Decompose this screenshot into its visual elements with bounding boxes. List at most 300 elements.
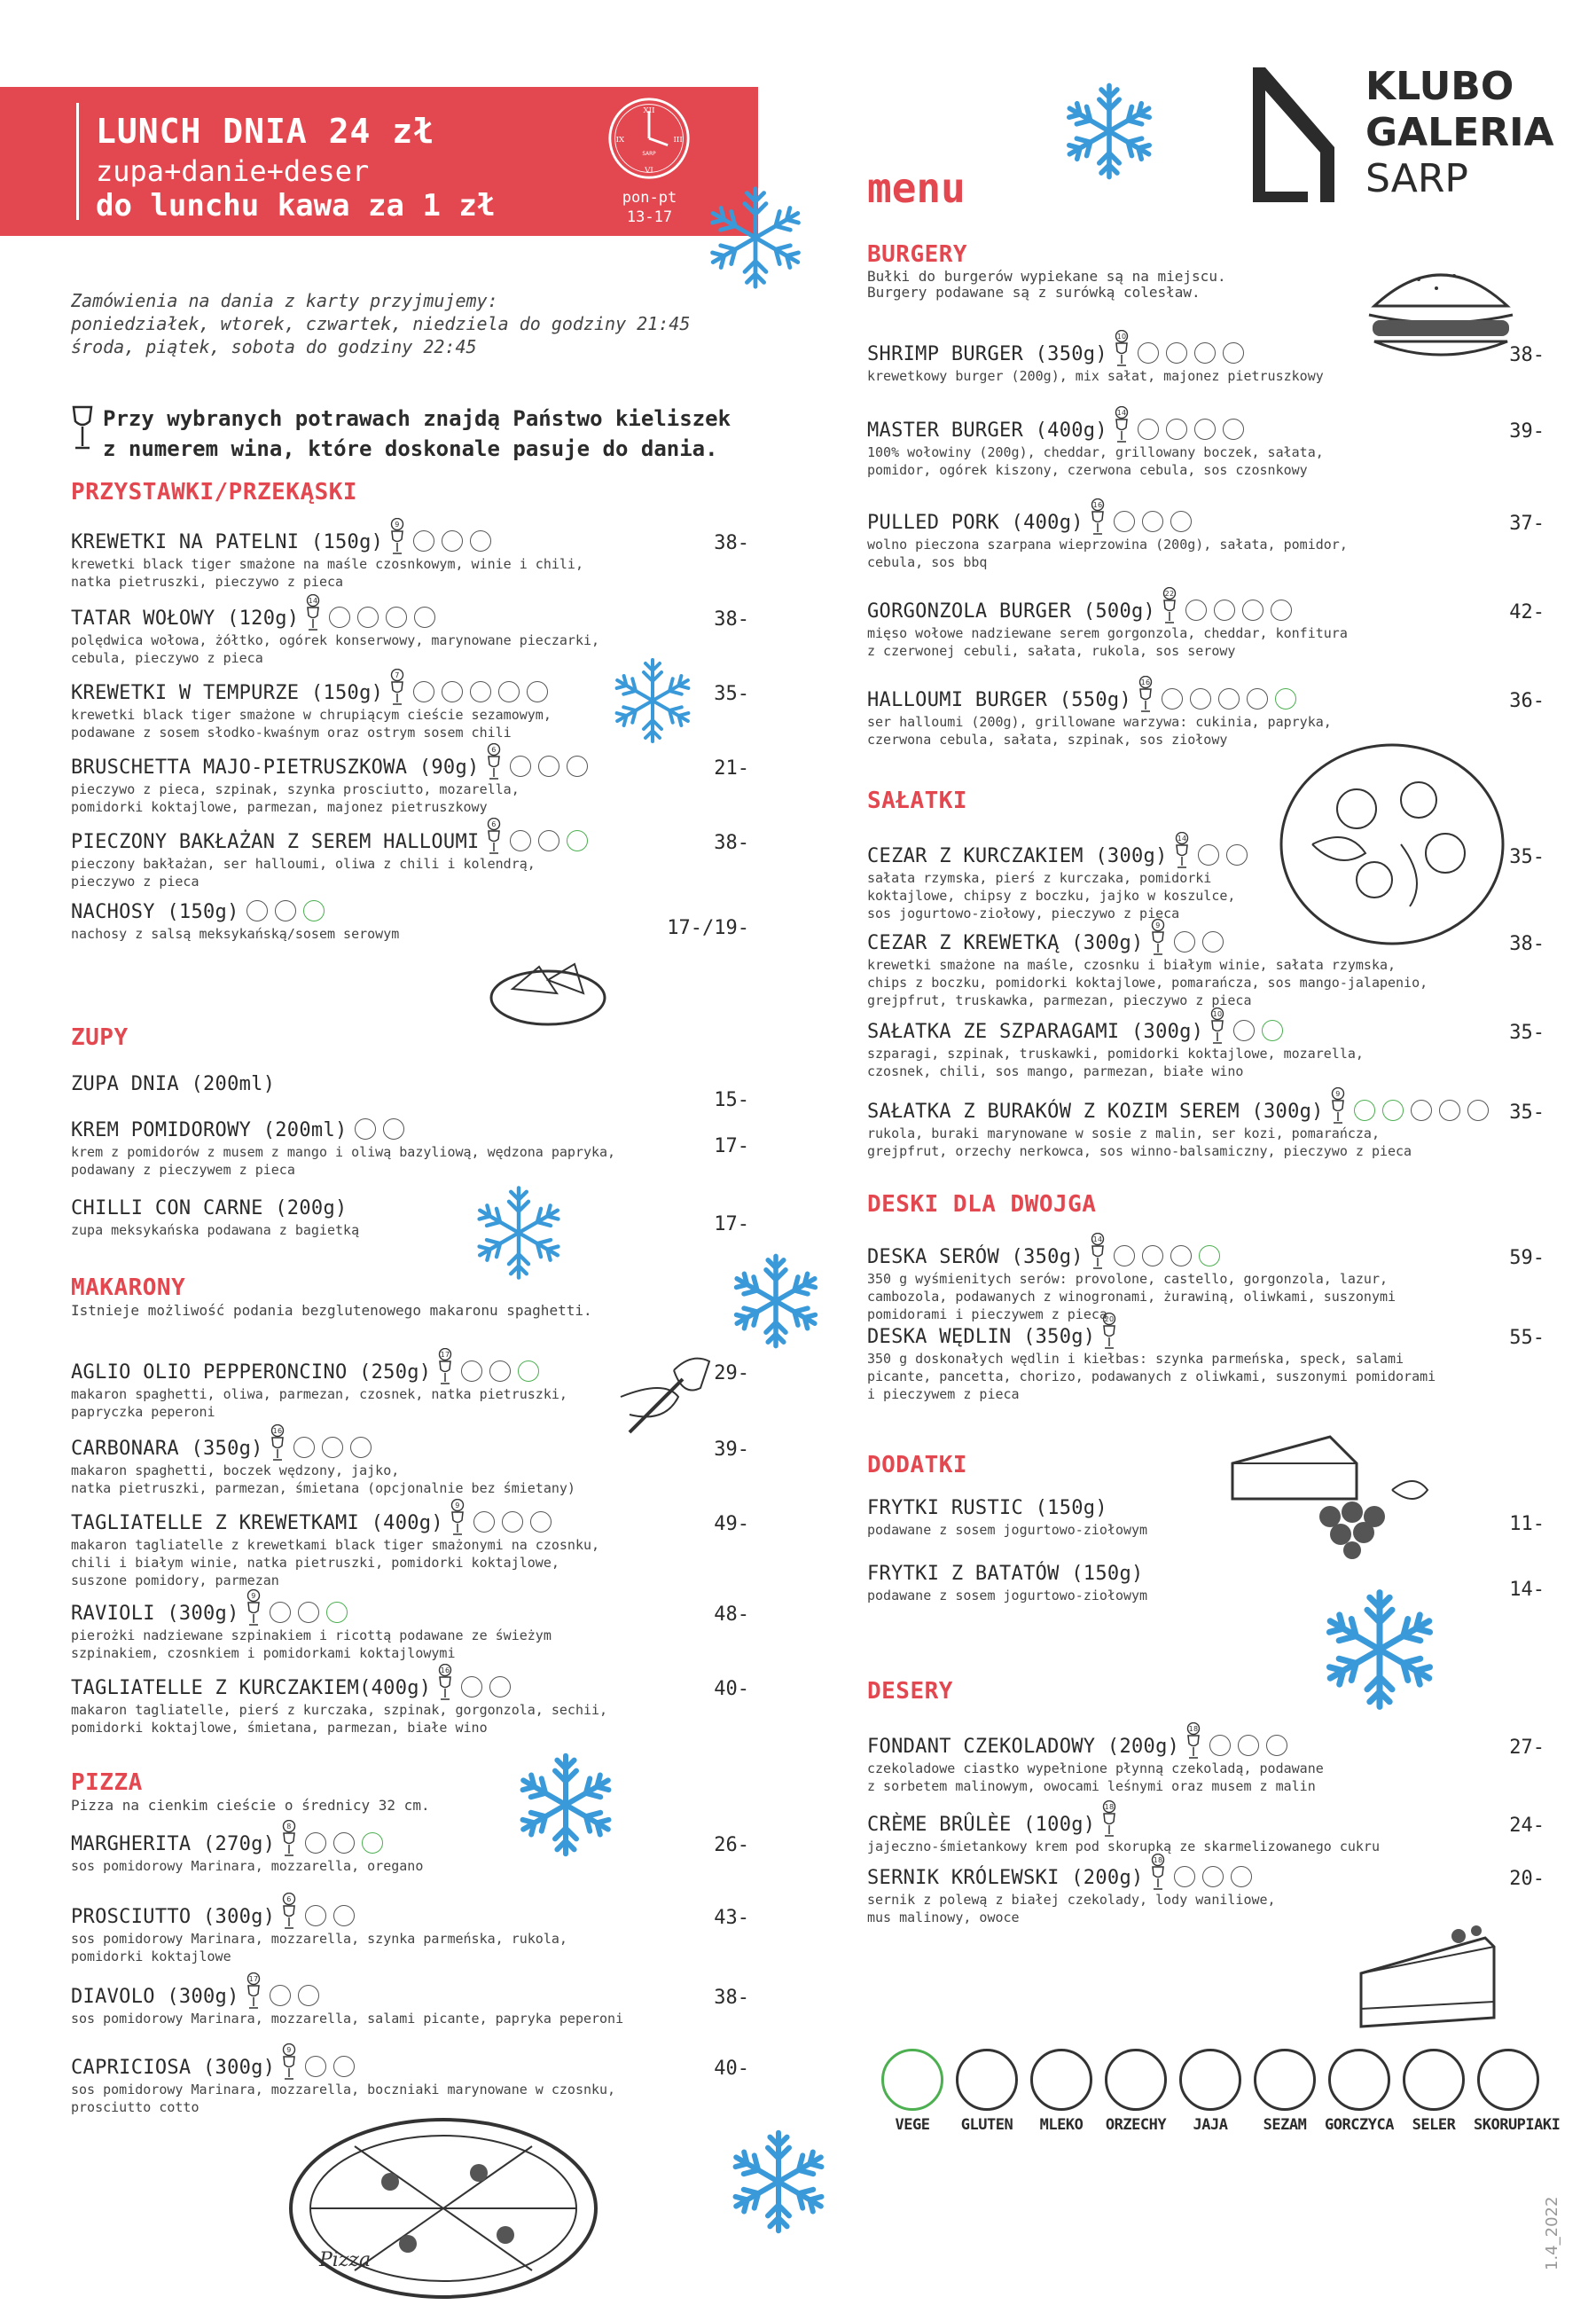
menu-item bbox=[867, 830, 1248, 922]
item-name: PULLED PORK (400g) bbox=[867, 512, 1084, 534]
svg-text:14: 14 bbox=[1092, 1235, 1103, 1243]
lunch-days bbox=[585, 188, 714, 227]
item-description: makaron spaghetti, oliwa, parmezan, czosnek, natka pietruszki, bbox=[71, 1386, 567, 1402]
item-description: grejpfrut, truskawka, parmezan, pieczywo z pieca bbox=[867, 992, 1252, 1008]
allergen-icon bbox=[498, 681, 520, 702]
allergen-legend bbox=[878, 2049, 1561, 2134]
menu-item bbox=[71, 1346, 567, 1421]
allergen-icon bbox=[1194, 342, 1216, 364]
item-description: grejpfrut, orzechy nerkowca, sos winno-balsamiczny, pieczywo z pieca bbox=[867, 1143, 1412, 1159]
item-price: 49- bbox=[714, 1513, 749, 1535]
menu-item bbox=[867, 1563, 1147, 1604]
snowflake-icon bbox=[608, 656, 697, 745]
vege-icon bbox=[881, 2049, 943, 2111]
item-description: podawany z pieczywem z pieca bbox=[71, 1162, 295, 1178]
allergen-icon bbox=[1233, 1020, 1255, 1041]
svg-text:9: 9 bbox=[1154, 921, 1161, 929]
wine-glass-icon bbox=[1089, 498, 1107, 536]
allergen-icon bbox=[510, 756, 531, 777]
item-description: makaron spaghetti, boczek wędzony, jajko, bbox=[71, 1462, 400, 1478]
item-description: ser halloumi (200g), grillowane warzywa: cukinia, papryka, bbox=[867, 714, 1332, 730]
item-description: pomidorki koktajlowe bbox=[71, 1948, 231, 1964]
item-price: 40- bbox=[714, 1678, 749, 1700]
menu-item bbox=[71, 1497, 599, 1589]
allergen-icon bbox=[386, 607, 407, 628]
wine-glass-icon bbox=[388, 669, 406, 706]
item-price: 35- bbox=[1509, 1102, 1545, 1124]
allergen-icon bbox=[1242, 600, 1264, 621]
allergen-icon bbox=[530, 1511, 552, 1533]
section-salads: SAŁATKI bbox=[867, 788, 968, 814]
snowflake-icon bbox=[725, 2129, 832, 2235]
item-price: 59- bbox=[1509, 1247, 1545, 1269]
item-description: prosciutto cotto bbox=[71, 2099, 200, 2115]
svg-text:16: 16 bbox=[1140, 678, 1151, 686]
menu-item bbox=[867, 1006, 1364, 1080]
menu-item bbox=[867, 1086, 1489, 1160]
wine-glass-icon bbox=[1100, 1313, 1118, 1350]
banner-divider bbox=[76, 103, 79, 220]
item-price: 17- bbox=[714, 1213, 749, 1235]
legend-item bbox=[1399, 2049, 1468, 2134]
legend-item bbox=[1474, 2049, 1561, 2134]
pizza-note: Pizza na cienkim cieście o średnicy 32 cm. bbox=[71, 1797, 430, 1814]
allergen-icon bbox=[1198, 844, 1219, 866]
wine-glass-icon bbox=[280, 1893, 298, 1930]
burgers-note2: Burgery podawane są z surówką colesław. bbox=[867, 284, 1201, 301]
vege-icon bbox=[1382, 1100, 1404, 1121]
item-price: 17-/19- bbox=[667, 917, 749, 939]
wine-glass-icon bbox=[1113, 330, 1130, 367]
svg-text:18: 18 bbox=[1188, 1725, 1199, 1733]
svg-text:9: 9 bbox=[286, 2046, 292, 2054]
legend-label: SKORUPIAKI bbox=[1474, 2116, 1561, 2134]
item-description: czekoladowe ciastko wypełnione płynną czekoladą, podawane bbox=[867, 1760, 1324, 1776]
legend-label: ORZECHY bbox=[1105, 2116, 1167, 2134]
svg-text:17: 17 bbox=[440, 1351, 450, 1359]
wine-glass-icon bbox=[1149, 919, 1167, 956]
svg-text:8: 8 bbox=[286, 1823, 292, 1831]
item-description: pieczywo z pieca, szpinak, szynka prosciutto, mozarella, bbox=[71, 781, 520, 797]
menu-item bbox=[867, 404, 1324, 479]
allergen-icon bbox=[329, 607, 350, 628]
cheesecake-illustration-icon bbox=[1352, 1920, 1503, 2035]
burgers-note1: Bułki do burgerów wypiekane są na miejscu. bbox=[867, 268, 1226, 285]
item-name: DESKA SERÓW (350g) bbox=[867, 1246, 1084, 1268]
menu-item bbox=[71, 592, 599, 667]
item-description: natka pietruszki, pieczywo z pieca bbox=[71, 574, 344, 590]
allergen-icon bbox=[1162, 688, 1183, 710]
allergen-icon bbox=[1223, 419, 1244, 440]
section-boards: DESKI DLA DWOJGA bbox=[867, 1191, 1097, 1218]
allergen-icon bbox=[1247, 688, 1268, 710]
item-name: SAŁATKA Z BURAKÓW Z KOZIM SEREM (300g) bbox=[867, 1101, 1324, 1123]
svg-text:IX: IX bbox=[615, 135, 625, 145]
menu-item bbox=[867, 1721, 1324, 1795]
wine-glass-icon bbox=[388, 518, 406, 555]
legend-item bbox=[1027, 2049, 1096, 2134]
wine-note bbox=[71, 404, 731, 464]
legend-label: MLEKO bbox=[1039, 2116, 1084, 2134]
allergen-icon bbox=[293, 1437, 315, 1458]
allergen-icon bbox=[305, 1832, 326, 1854]
wine-glass-icon bbox=[280, 2043, 298, 2081]
snowflake-icon bbox=[512, 1752, 619, 1858]
pizza-illustration-icon bbox=[284, 2111, 603, 2306]
lunch-hours-text: 13-17 bbox=[626, 208, 673, 226]
vege-icon bbox=[1199, 1245, 1220, 1266]
item-description: chili i białym winie, natka pietruszki, pomidorki koktajlowe, bbox=[71, 1555, 559, 1571]
svg-text:9: 9 bbox=[455, 1501, 460, 1509]
menu-item bbox=[867, 497, 1348, 571]
vege-icon bbox=[1262, 1020, 1283, 1041]
allergen-icon bbox=[1209, 1735, 1231, 1756]
item-description: pomidor, ogórek kiszony, czerwona cebula, sos czosnkowy bbox=[867, 462, 1308, 478]
allergen-icon bbox=[322, 1437, 343, 1458]
item-description: sos pomidorowy Marinara, mozzarella, boczniaki marynowane w czosnku, bbox=[71, 2082, 616, 2097]
item-name: MASTER BURGER (400g) bbox=[867, 419, 1107, 442]
logo-text bbox=[1365, 64, 1554, 202]
item-name: KREM POMIDOROWY (200ml) bbox=[71, 1119, 348, 1141]
wine-glass-icon bbox=[1100, 1800, 1118, 1838]
item-description: krewetki black tiger smażone na maśle czosnkowym, winie i chili, bbox=[71, 556, 583, 572]
snowflake-icon bbox=[1060, 82, 1159, 181]
lunch-days-text: pon-pt bbox=[622, 189, 677, 207]
item-name: FONDANT CZEKOLADOWY (200g) bbox=[867, 1736, 1180, 1758]
item-name: MARGHERITA (270g) bbox=[71, 1833, 276, 1855]
allergen-icon bbox=[305, 1905, 326, 1926]
allergen-icon bbox=[333, 1905, 355, 1926]
allergen-icon bbox=[1170, 511, 1192, 532]
wine-glass-icon bbox=[269, 1424, 286, 1462]
svg-text:18: 18 bbox=[1153, 1856, 1162, 1864]
item-name: RAVIOLI (300g) bbox=[71, 1603, 239, 1625]
item-price: 37- bbox=[1509, 513, 1545, 535]
allergen-icon bbox=[350, 1437, 372, 1458]
allergen-icon bbox=[1231, 1866, 1252, 1887]
item-name: CAPRICIOSA (300g) bbox=[71, 2057, 276, 2079]
item-name: PROSCIUTTO (300g) bbox=[71, 1906, 276, 1928]
svg-text:9: 9 bbox=[395, 521, 400, 529]
allergen-icon bbox=[1218, 688, 1240, 710]
svg-text:6: 6 bbox=[490, 820, 497, 828]
item-description: 350 g doskonałych wędlin i kiełbas: szynka parmeńska, speck, salami bbox=[867, 1351, 1404, 1367]
item-description: rukola, buraki marynowane w sosie z malin, ser kozi, pomarańcza, bbox=[867, 1125, 1380, 1141]
lunch-coffee: do lunchu kawa za 1 zł bbox=[96, 188, 496, 223]
wine-glass-icon bbox=[304, 594, 322, 631]
pasta-note: Istnieje możliwość podania bezglutenowego makaronu spaghetti. bbox=[71, 1302, 592, 1319]
svg-text:III: III bbox=[673, 135, 683, 145]
logo-line1: KLUBO bbox=[1365, 64, 1514, 109]
item-description: podawane z sosem jogurtowo-ziołowym bbox=[867, 1522, 1148, 1538]
allergen-icon bbox=[1138, 342, 1159, 364]
wine-glass-icon bbox=[280, 1820, 298, 1857]
item-description: suszone pomidory, parmezan bbox=[71, 1572, 279, 1588]
svg-text:9: 9 bbox=[250, 1592, 256, 1600]
menu-item bbox=[71, 1197, 359, 1239]
svg-text:22: 22 bbox=[1164, 590, 1175, 598]
item-name: CHILLI CON CARNE (200g) bbox=[71, 1197, 348, 1219]
allergen-icon bbox=[357, 607, 379, 628]
allergen-icon bbox=[442, 681, 463, 702]
legend-label: SEZAM bbox=[1263, 2116, 1307, 2134]
item-description: podawane z sosem jogurtowo-ziołowym bbox=[867, 1588, 1148, 1603]
legend-item bbox=[1176, 2049, 1245, 2134]
vege-icon bbox=[303, 900, 325, 921]
allergen-icon bbox=[1271, 600, 1292, 621]
legend-label: SELER bbox=[1412, 2116, 1456, 2134]
vege-icon bbox=[567, 830, 588, 851]
nachos-illustration-icon bbox=[486, 953, 610, 1029]
svg-text:14: 14 bbox=[1177, 835, 1187, 843]
svg-text:7: 7 bbox=[395, 671, 400, 679]
section-sides: DODATKI bbox=[867, 1452, 968, 1478]
item-price: 26- bbox=[714, 1834, 749, 1856]
item-description: sos pomidorowy Marinara, mozzarella, salami picante, papryka peperoni bbox=[71, 2011, 624, 2027]
allergen-icon bbox=[538, 756, 559, 777]
wine-glass-icon bbox=[245, 1589, 262, 1627]
menu-item bbox=[71, 741, 588, 816]
item-name: DIAVOLO (300g) bbox=[71, 1986, 239, 2008]
wine-glass-icon bbox=[245, 1972, 262, 2010]
wine-glass-icon bbox=[485, 818, 503, 855]
item-description: pierożki nadziewane szpinakiem i ricottą podawane ze świeżym bbox=[71, 1627, 552, 1643]
legend-label: GLUTEN bbox=[960, 2116, 1013, 2134]
svg-text:VI: VI bbox=[645, 166, 653, 176]
allergen-icon bbox=[1223, 342, 1244, 364]
allergen-icon bbox=[414, 607, 435, 628]
item-description: pieczony bakłażan, ser halloumi, oliwa z chili i kolendrą, bbox=[71, 856, 536, 872]
allergen-icon bbox=[442, 530, 463, 552]
wine-glass-icon bbox=[436, 1348, 454, 1385]
legend-item bbox=[878, 2049, 947, 2134]
vege-icon bbox=[518, 1360, 539, 1382]
svg-text:16: 16 bbox=[1092, 501, 1103, 509]
gorczyca-icon bbox=[1328, 2049, 1390, 2111]
allergen-icon bbox=[413, 530, 434, 552]
version-label: 1.4_2022 bbox=[1543, 2196, 1561, 2270]
item-description: 100% wołowiny (200g), cheddar, grillowany boczek, sałata, bbox=[867, 444, 1324, 460]
orders-line1: Zamówienia na dania z karty przyjmujemy: bbox=[71, 290, 498, 311]
item-name: CARBONARA (350g) bbox=[71, 1438, 263, 1460]
item-description: papryczka peperoni bbox=[71, 1404, 215, 1420]
menu-item bbox=[867, 1231, 1396, 1323]
item-price: 15- bbox=[714, 1089, 749, 1111]
allergen-icon bbox=[1142, 511, 1163, 532]
cheese-grapes-illustration-icon bbox=[1224, 1428, 1436, 1561]
svg-text:6: 6 bbox=[490, 746, 497, 754]
jaja-icon bbox=[1179, 2049, 1241, 2111]
item-description: cambozola, podawanych z winogronami, żurawiną, oliwkami, suszonymi bbox=[867, 1289, 1396, 1305]
item-description: podawane z sosem słodko-kwaśnym oraz ostrym sosem chili bbox=[71, 725, 512, 741]
menu-item bbox=[867, 1497, 1147, 1539]
allergen-icon bbox=[1194, 419, 1216, 440]
item-description: picante, pancetta, chorizo, podawanych z oliwkami, suszonymi pomidorami bbox=[867, 1368, 1436, 1384]
item-name: PIECZONY BAKŁAŻAN Z SEREM HALLOUMI bbox=[71, 831, 480, 853]
item-description: pomidorami i pieczywem z pieca bbox=[867, 1306, 1107, 1322]
wine-glass-icon bbox=[1329, 1087, 1347, 1125]
wine-glass-icon bbox=[449, 1499, 466, 1536]
item-price: 35- bbox=[714, 683, 749, 705]
allergen-icon bbox=[1185, 600, 1207, 621]
allergen-icon bbox=[1170, 1245, 1192, 1266]
menu-item bbox=[867, 674, 1332, 749]
allergen-icon bbox=[567, 756, 588, 777]
allergen-icon bbox=[298, 1602, 319, 1623]
allergen-icon bbox=[1202, 1866, 1224, 1887]
vege-icon bbox=[1354, 1100, 1375, 1121]
seler-icon bbox=[1403, 2049, 1465, 2111]
item-price: 38- bbox=[714, 1987, 749, 2009]
svg-text:14: 14 bbox=[1116, 409, 1127, 417]
allergen-icon bbox=[470, 530, 491, 552]
klubo-logo-icon bbox=[1246, 64, 1343, 206]
wine-glass-icon bbox=[485, 743, 503, 780]
allergen-icon bbox=[1114, 511, 1135, 532]
lunch-banner bbox=[0, 87, 758, 236]
allergen-icon bbox=[333, 1832, 355, 1854]
section-starters: PRZYSTAWKI/PRZEKĄSKI bbox=[71, 479, 358, 506]
item-price: 27- bbox=[1509, 1737, 1545, 1759]
section-burgers: BURGERY bbox=[867, 241, 968, 268]
snowflake-icon bbox=[1318, 1588, 1442, 1712]
item-price: 55- bbox=[1509, 1327, 1545, 1349]
item-price: 38- bbox=[1509, 344, 1545, 366]
allergen-icon bbox=[489, 1676, 511, 1698]
item-name: CEZAR Z KREWETKĄ (300g) bbox=[867, 932, 1144, 954]
item-description: chips z boczku, pomidorki koktajlowe, pomarańcza, sos mango-jalapenio, bbox=[867, 975, 1428, 991]
legend-label: VEGE bbox=[895, 2116, 930, 2134]
item-price: 29- bbox=[714, 1362, 749, 1384]
allergen-icon bbox=[355, 1118, 376, 1140]
item-description: sernik z polewą z białej czekolady, lody waniliowe, bbox=[867, 1892, 1276, 1908]
menu-item bbox=[71, 1662, 607, 1737]
svg-text:16: 16 bbox=[272, 1427, 283, 1435]
item-price: 35- bbox=[1509, 1022, 1545, 1044]
item-name: KREWETKI W TEMPURZE (150g) bbox=[71, 682, 384, 704]
allergen-icon bbox=[1166, 342, 1187, 364]
item-description: szparagi, szpinak, truskawki, pomidorki koktajlowe, mozarella, bbox=[867, 1046, 1364, 1062]
menu-title: menu bbox=[867, 164, 966, 212]
item-description: zupa meksykańska podawana z bagietką bbox=[71, 1222, 360, 1238]
allergen-icon bbox=[502, 1511, 523, 1533]
item-description: pomidorki koktajlowe, parmezan, majonez pietruszkowy bbox=[71, 799, 488, 815]
legend-item bbox=[1325, 2049, 1394, 2134]
item-price: 48- bbox=[714, 1603, 749, 1626]
item-description: pomidorki koktajlowe, śmietana, parmezan, białe wino bbox=[71, 1720, 488, 1736]
wine-glass-icon bbox=[1209, 1008, 1226, 1045]
legend-label: JAJA bbox=[1193, 2116, 1228, 2134]
item-description: z sorbetem malinowym, owocami leśnymi oraz musem z malin bbox=[867, 1778, 1316, 1794]
logo-line2: GALERIA bbox=[1365, 110, 1554, 155]
svg-text:14: 14 bbox=[308, 597, 318, 605]
item-description: sałata rzymska, pierś z kurczaka, pomidorki bbox=[867, 870, 1212, 886]
orders-line3: środa, piątek, sobota do godziny 22:45 bbox=[71, 336, 477, 357]
wine-glass-icon bbox=[1137, 676, 1154, 713]
menu-item bbox=[867, 1311, 1436, 1403]
menu-item bbox=[867, 585, 1348, 660]
legend-item bbox=[1101, 2049, 1170, 2134]
allergen-icon bbox=[1174, 1866, 1195, 1887]
menu-item bbox=[71, 2042, 615, 2116]
allergen-icon bbox=[383, 1118, 404, 1140]
allergen-icon bbox=[270, 1985, 291, 2006]
item-description: mięso wołowe nadziewane serem gorgonzola, cheddar, konfitura bbox=[867, 625, 1348, 641]
section-soups: ZUPY bbox=[71, 1024, 129, 1051]
allergen-icon bbox=[1114, 1245, 1135, 1266]
item-name: DESKA WĘDLIN (350g) bbox=[867, 1326, 1096, 1348]
vege-icon bbox=[1275, 688, 1296, 710]
burger-illustration-icon bbox=[1357, 253, 1525, 368]
svg-text:17: 17 bbox=[248, 1975, 259, 1983]
wine-glass-icon bbox=[1113, 406, 1130, 443]
item-name: NACHOSY (150g) bbox=[71, 901, 239, 923]
item-description: krewetki black tiger smażone w chrupiącym cieście sezamowym, bbox=[71, 707, 552, 723]
item-price: 11- bbox=[1509, 1513, 1545, 1535]
legend-item bbox=[952, 2049, 1021, 2134]
vege-icon bbox=[326, 1602, 348, 1623]
allergen-icon bbox=[1202, 931, 1224, 953]
item-description: krewetkowy burger (200g), mix sałat, majonez pietruszkowy bbox=[867, 368, 1324, 384]
lunch-title: LUNCH DNIA 24 zł bbox=[96, 112, 435, 151]
wine-glass-icon bbox=[71, 405, 94, 451]
item-name: FRYTKI RUSTIC (150g) bbox=[867, 1497, 1107, 1519]
allergen-icon bbox=[461, 1360, 482, 1382]
item-price: 14- bbox=[1509, 1579, 1545, 1601]
item-description: koktajlowe, chipsy z boczku, jajko w koszulce, bbox=[867, 888, 1236, 904]
item-description: sos pomidorowy Marinara, mozzarella, oregano bbox=[71, 1858, 424, 1874]
item-name: CEZAR Z KURCZAKIEM (300g) bbox=[867, 845, 1168, 867]
allergen-icon bbox=[470, 681, 491, 702]
svg-text:10: 10 bbox=[1116, 333, 1127, 341]
item-name: AGLIO OLIO PEPPERONCINO (250g) bbox=[71, 1361, 432, 1384]
allergen-icon bbox=[413, 681, 434, 702]
item-price: 40- bbox=[714, 2058, 749, 2080]
snowflake-icon bbox=[702, 184, 809, 291]
item-name: SAŁATKA ZE SZPARAGAMI (300g) bbox=[867, 1021, 1204, 1043]
menu-item bbox=[71, 1588, 552, 1662]
menu-item bbox=[867, 1852, 1276, 1926]
menu-item bbox=[71, 1119, 615, 1179]
section-desserts: DESERY bbox=[867, 1678, 953, 1705]
wine-note-line2: z numerem wina, które doskonale pasuje do dania. bbox=[103, 436, 718, 461]
allergen-icon bbox=[270, 1602, 291, 1623]
item-price: 20- bbox=[1509, 1868, 1545, 1890]
wine-glass-icon bbox=[1149, 1854, 1167, 1891]
item-description: cebula, pieczywo z pieca bbox=[71, 650, 263, 666]
item-name: SHRIMP BURGER (350g) bbox=[867, 343, 1107, 365]
item-price: 38- bbox=[714, 832, 749, 854]
item-description: jajeczno-śmietankowy krem pod skorupką ze skarmelizowanego cukru bbox=[867, 1839, 1380, 1854]
skorupiaki-icon bbox=[1477, 2049, 1539, 2111]
item-name: HALLOUMI BURGER (550g) bbox=[867, 689, 1131, 711]
allergen-icon bbox=[275, 900, 296, 921]
menu-item bbox=[71, 1818, 423, 1875]
item-name: TAGLIATELLE Z KREWETKAMI (400g) bbox=[71, 1512, 443, 1534]
item-name: FRYTKI Z BATATÓW (150g) bbox=[867, 1563, 1144, 1585]
allergen-icon bbox=[461, 1676, 482, 1698]
item-price: 21- bbox=[714, 757, 749, 780]
item-description: makaron tagliatelle z krewetkami black tiger smażonymi na czosnku, bbox=[71, 1537, 600, 1553]
orzechy-icon bbox=[1105, 2049, 1167, 2111]
orders-line2: poniedziałek, wtorek, czwartek, niedziela do godziny 21:45 bbox=[71, 313, 691, 334]
allergen-icon bbox=[246, 900, 268, 921]
menu-item bbox=[71, 1073, 275, 1097]
gluten-icon bbox=[956, 2049, 1018, 2111]
pasta-fork-illustration-icon bbox=[612, 1344, 727, 1441]
item-price: 36- bbox=[1509, 690, 1545, 712]
clock-icon bbox=[606, 96, 692, 181]
